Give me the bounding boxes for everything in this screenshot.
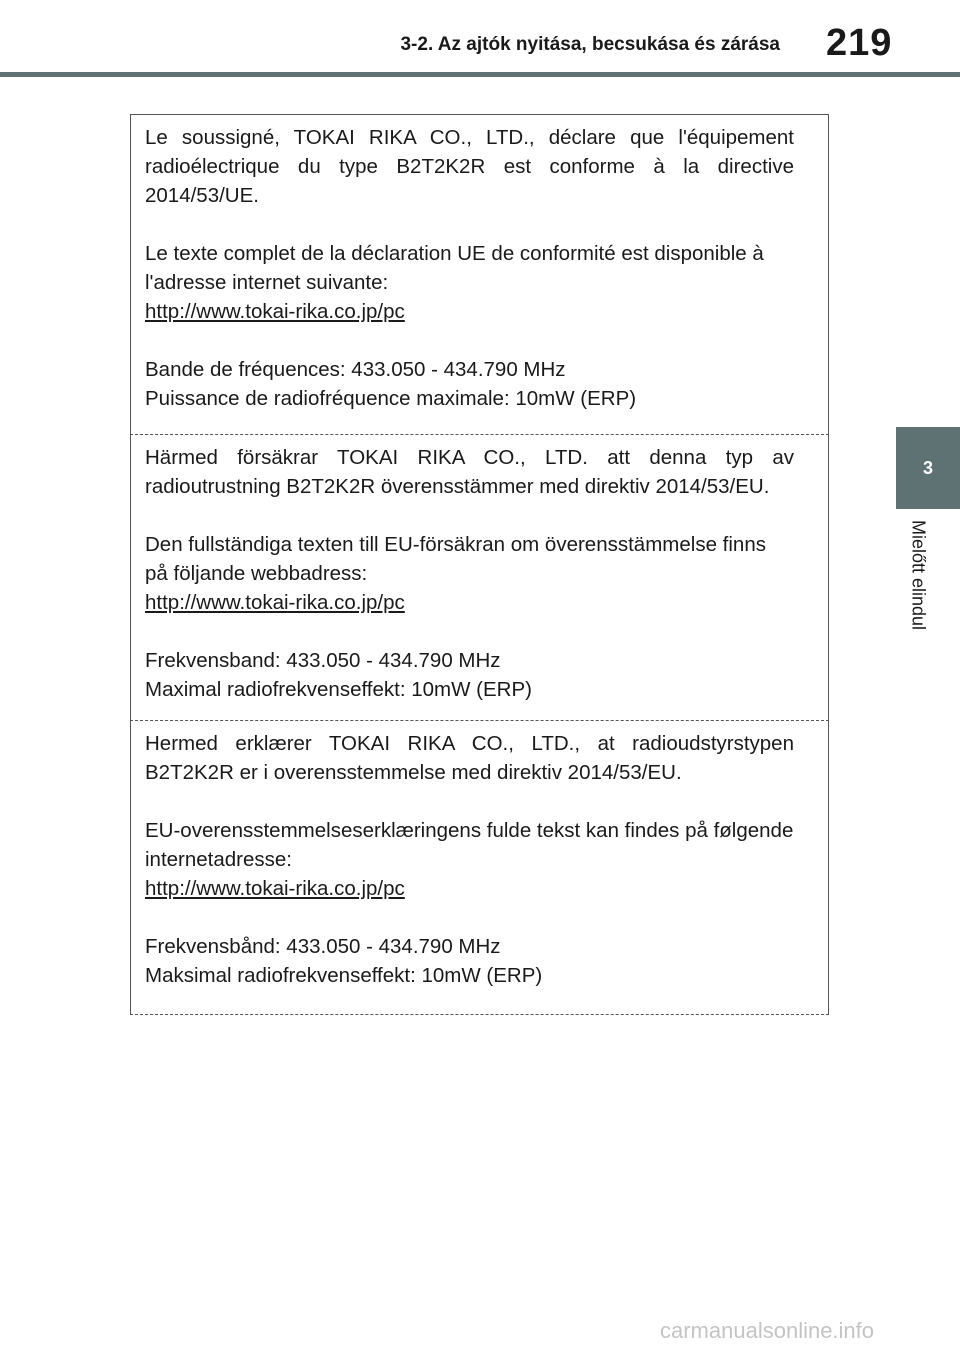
declaration-specs [145,646,794,704]
declaration-swedish [130,435,829,721]
chapter-label: Mielőtt elindul [908,520,929,631]
declaration-statement: Hermed erklærer TOKAI RIKA CO., LTD., at radioudstyrstypen B2T2K2R er i overensstemmelse med direktiv 2014/53/EU. [145,732,794,784]
page-number: 219 [826,22,893,64]
frequency-band: Frekvensbånd: 433.050 - 434.790 MHz [145,935,501,958]
availability-text: Le texte complet de la déclaration UE de conformité est disponible à l'adresse internet suivante: [145,242,764,294]
section-title: 3-2. Az ajtók nyitása, becsukása és zárása [400,34,780,55]
declaration-availability [145,816,794,903]
declaration-specs [145,355,794,413]
declaration-statement: Le soussigné, TOKAI RIKA CO., LTD., déclare que l'équipement radioélectrique du type B2T2K2R est conforme à la directive 2014/53/UE. [145,126,794,207]
header-rule [0,72,960,77]
availability-text: EU-overensstemmelseserklæringens fulde tekst kan findes på følgende internetadresse: [145,819,794,871]
frequency-band: Bande de fréquences: 433.050 - 434.790 MHz [145,358,566,381]
max-power: Maximal radiofrekvenseffekt: 10mW (ERP) [145,678,532,701]
declaration-french [130,114,829,435]
chapter-tab[interactable] [896,427,960,509]
watermark: carmanualsonline.info [660,1318,875,1343]
frequency-band: Frekvensband: 433.050 - 434.790 MHz [145,649,501,672]
declaration-url[interactable]: http://www.tokai-rika.co.jp/pc [145,877,405,900]
declaration-statement: Härmed försäkrar TOKAI RIKA CO., LTD. att denna typ av radioutrustning B2T2K2R överensstämmer med direktiv 2014/53/EU. [145,446,794,498]
declaration-url[interactable]: http://www.tokai-rika.co.jp/pc [145,591,405,614]
declaration-specs [145,932,794,990]
max-power: Maksimal radiofrekvenseffekt: 10mW (ERP) [145,964,543,987]
declaration-availability [145,239,794,326]
declaration-availability [145,530,794,617]
declaration-url[interactable]: http://www.tokai-rika.co.jp/pc [145,300,405,323]
declaration-danish [130,721,829,1015]
availability-text: Den fullständiga texten till EU-försäkran om överensstämmelse finns på följande webbadress: [145,533,766,585]
chapter-number: 3 [922,457,933,478]
max-power: Puissance de radiofréquence maximale: 10mW (ERP) [145,387,637,410]
